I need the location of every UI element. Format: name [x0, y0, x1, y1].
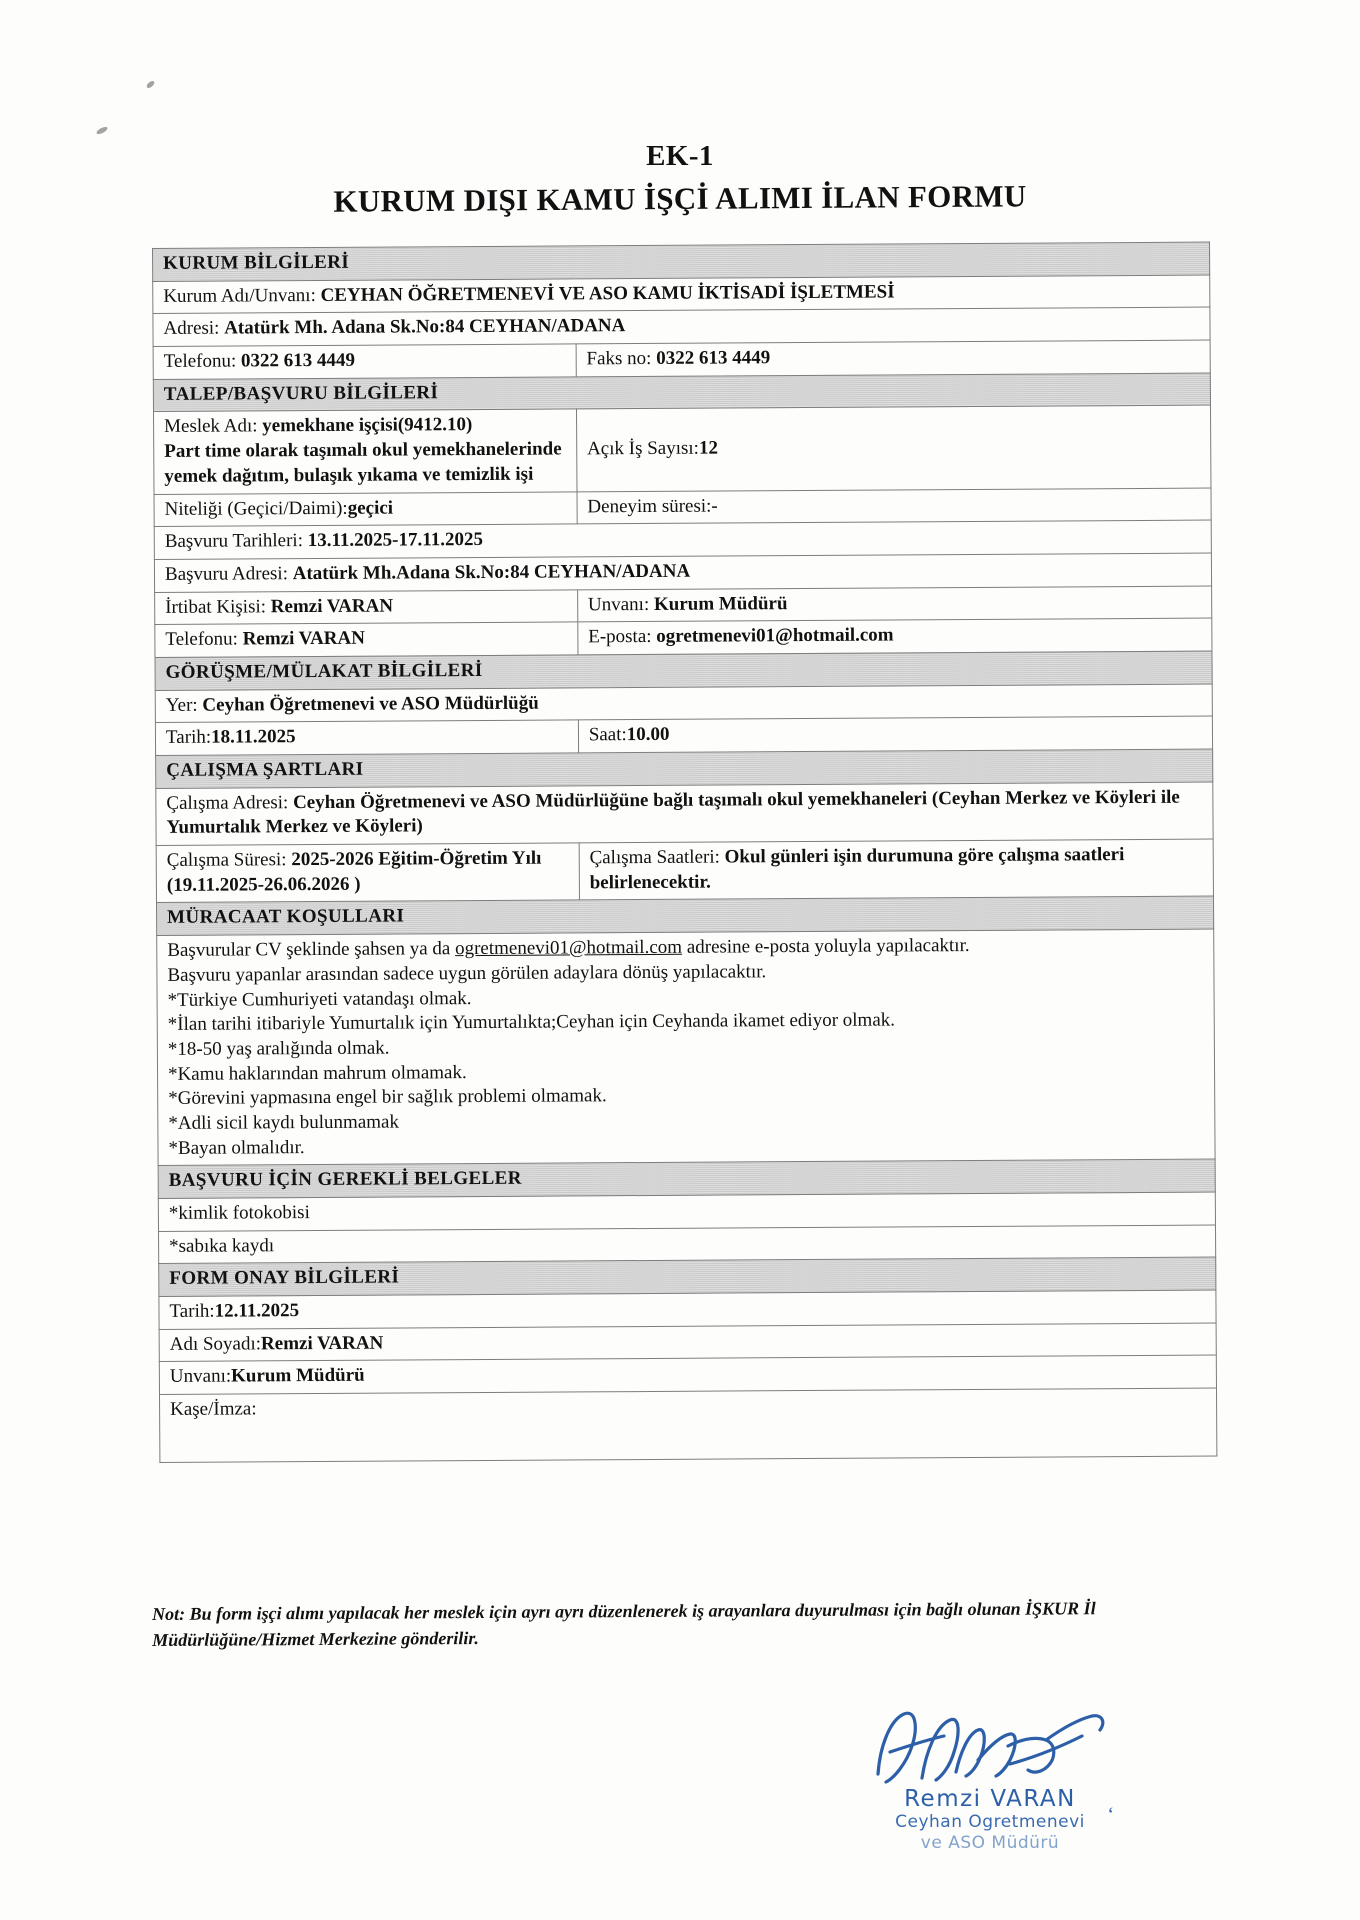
onay-kase-imza-label: Kaşe/İmza:: [170, 1398, 257, 1421]
table-row: [157, 929, 1215, 1166]
list-item: *Türkiye Cumhuriyeti vatandaşı olmak.: [167, 987, 472, 1011]
gorusme-yer-value: Ceyhan Öğretmenevi ve ASO Müdürlüğü: [202, 692, 539, 716]
nitelik-label: Niteliği (Geçici/Daimi):: [164, 497, 348, 520]
list-item: *İlan tarihi itibariyle Yumurtalık için Yumurtalıkta;Ceyhan için Ceyhanda ikamet ediyor olmak.: [167, 1009, 896, 1036]
kurum-telefon-value: 0322 613 4449: [240, 349, 356, 372]
meslek-adi-label: Meslek Adı:: [164, 415, 263, 438]
section-header-talep: TALEP/BAŞVURU BİLGİLERİ: [153, 373, 1210, 412]
gorusme-yer-label: Yer:: [165, 694, 203, 716]
calisma-saatleri-value: Okul günleri işin durumuna göre çalışma saatleri belirlenecektir.: [589, 844, 1125, 894]
meslek-adi-value: yemekhane işçisi(9412.10): [262, 414, 473, 437]
onay-unvan-value: Kurum Müdürü: [231, 1365, 365, 1387]
list-item: *Kamu haklarından mahrum olmamak.: [167, 1061, 467, 1085]
irtibat-eposta-label: E-posta:: [588, 626, 657, 648]
irtibat-telefon-cell: [155, 622, 578, 657]
irtibat-telefon-label: Telefonu:: [165, 628, 243, 651]
onay-kase-imza-cell: [160, 1388, 1217, 1462]
gorusme-tarih-label: Tarih:: [165, 726, 212, 749]
onay-ad-label: Adı Soyadı:: [169, 1333, 262, 1355]
gorusme-saat-value: 10.00: [626, 724, 670, 746]
irtibat-kisisi-cell: [155, 589, 578, 624]
signature-block: [840, 1700, 1140, 1855]
onay-unvan-label: Unvanı:: [169, 1365, 232, 1388]
nitelik-value: geçici: [347, 497, 394, 519]
kurum-faks-label: Faks no:: [586, 347, 657, 370]
gorusme-tarih-cell: [155, 720, 578, 755]
muracaat-email-link[interactable]: ogretmenevi01@hotmail.com: [454, 936, 683, 960]
section-header-muracaat: MÜRACAAT KOŞULLARI: [157, 896, 1214, 935]
irtibat-kisisi-label: İrtibat Kişisi:: [165, 595, 271, 618]
deneyim-cell: [577, 488, 1211, 525]
scan-speck: [96, 125, 109, 135]
belge-item-cell: *sabıka kaydı: [159, 1225, 1216, 1264]
section-header-belgeler: BAŞVURU İÇİN GEREKLİ BELGELER: [158, 1159, 1215, 1198]
kurum-faks-value: 0322 613 4449: [656, 347, 771, 369]
irtibat-unvan-cell: [577, 586, 1211, 623]
meslek-aciklama: Part time olarak taşımalı okul yemekhanelerinde yemek dağıtım, bulaşık yıkama ve temizlik işi: [164, 438, 562, 487]
calisma-suresi-label: Çalışma Süresi:: [166, 849, 292, 871]
form-container: [152, 242, 1217, 1464]
basvuru-adresi-value: Atatürk Mh.Adana Sk.No:84 CEYHAN/ADANA: [292, 560, 691, 585]
section-header-calisma: ÇALIŞMA ŞARTLARI: [156, 749, 1213, 788]
kurum-telefon-label: Telefonu:: [163, 350, 242, 372]
calisma-adresi-value: Ceyhan Öğretmenevi ve ASO Müdürlüğüne bağlı taşımalı okul yemekhaneleri (Ceyhan Merkez ve Köyleri ile Yumurtalık Merkez ve Köyleri): [166, 786, 1180, 839]
form-footnote: Not: Bu form işçi alımı yapılacak her meslek için ayrı ayrı düzenlenerek iş arayanlara duyurulması için bağlı olunan İŞKUR İl Müdürlüğüne/Hizmet Merkezine gönderilir.: [152, 1598, 1096, 1651]
basvuru-tarihleri-label: Başvuru Tarihleri:: [164, 530, 308, 553]
list-item: *Bayan olmalıdır.: [168, 1136, 305, 1159]
muracaat-intro-post: adresine e-posta yoluyla yapılacaktır.: [681, 935, 970, 958]
irtibat-unvan-label: Unvanı:: [587, 593, 655, 615]
irtibat-telefon-value: Remzi VARAN: [242, 627, 366, 650]
signature-title: ve ASO Müdürü: [920, 1833, 1060, 1854]
gorusme-tarih-value: 18.11.2025: [211, 726, 296, 748]
onay-ad-value: Remzi VARAN: [260, 1332, 384, 1355]
muracaat-intro-pre: Başvurular CV şeklinde şahsen ya da: [167, 938, 456, 962]
section-header-kurum: KURUM BİLGİLERİ: [153, 242, 1210, 281]
acik-is-sayisi-label: Açık İş Sayısı:: [586, 437, 699, 460]
section-header-gorusme: GÖRÜŞME/MÜLAKAT BİLGİLERİ: [155, 651, 1212, 690]
irtibat-eposta-cell: [578, 618, 1212, 655]
deneyim-label: Deneyim süresi:: [587, 495, 712, 517]
calisma-suresi-cell: [156, 843, 579, 903]
page-title: KURUM DIŞI KAMU İŞÇİ ALIMI İLAN FORMU: [333, 178, 1027, 219]
kurum-adres-label: Adresi:: [163, 317, 225, 340]
meslek-adi-cell: [154, 409, 577, 494]
kurum-adi-value: CEYHAN ÖĞRETMENEVİ VE ASO KAMU İKTİSADİ İŞLETMESİ: [320, 281, 895, 306]
signature-name: Remzi VARAN: [904, 1786, 1076, 1812]
calisma-saatleri-label: Çalışma Saatleri:: [589, 846, 725, 869]
document-title-block: [0, 140, 1360, 217]
irtibat-eposta-value: ogretmenevi01@hotmail.com: [656, 624, 894, 648]
table-row: [156, 782, 1213, 846]
muracaat-line2: Başvuru yapanlar arasından sadece uygun görülen adaylara dönüş yapılacaktır.: [167, 961, 767, 986]
table-row: [156, 839, 1213, 903]
onay-tarih-value: 12.11.2025: [214, 1300, 300, 1322]
kurum-adres-value: Atatürk Mh. Adana Sk.No:84 CEYHAN/ADANA: [224, 315, 626, 339]
kurum-telefon-cell: [153, 344, 576, 379]
list-item: *Adli sicil kaydı bulunmamak: [168, 1111, 400, 1134]
calisma-adresi-cell: [156, 782, 1213, 846]
calisma-adresi-label: Çalışma Adresi:: [166, 791, 294, 814]
onay-tarih-label: Tarih:: [169, 1300, 215, 1322]
handwritten-signature-icon: [860, 1700, 1120, 1792]
gorusme-saat-cell: [578, 716, 1212, 753]
nitelik-cell: [154, 491, 577, 526]
irtibat-unvan-value: Kurum Müdürü: [653, 592, 788, 615]
ilan-form-table: [152, 242, 1217, 1464]
irtibat-kisisi-value: Remzi VARAN: [270, 595, 394, 617]
signature-institution: Ceyhan Ogretmenevi: [895, 1812, 1085, 1832]
table-row: [154, 405, 1211, 494]
deneyim-value: -: [711, 495, 718, 517]
section-header-onay: FORM ONAY BİLGİLERİ: [159, 1257, 1216, 1296]
signature-mark-icon: ʻ: [1107, 1804, 1114, 1826]
muracaat-kosullari-cell: [157, 929, 1215, 1166]
list-item: *Görevini yapmasına engel bir sağlık problemi olmamak.: [168, 1085, 607, 1110]
kurum-adi-label: Kurum Adı/Unvanı:: [163, 284, 321, 307]
calisma-saatleri-cell: [579, 839, 1214, 900]
kurum-faks-cell: [576, 340, 1210, 377]
acik-is-sayisi-cell: [576, 405, 1211, 491]
table-row: [160, 1388, 1217, 1462]
basvuru-tarihleri-value: 13.11.2025-17.11.2025: [307, 529, 483, 552]
basvuru-adresi-label: Başvuru Adresi:: [164, 563, 293, 585]
scan-speck: [145, 80, 155, 90]
acik-is-sayisi-value: 12: [698, 437, 718, 459]
calisma-suresi-value: 2025-2026 Eğitim-Öğretim Yılı (19.11.2025-26.06.2026 ): [166, 847, 542, 896]
list-item: *18-50 yaş aralığında olmak.: [167, 1037, 390, 1060]
belge-item-cell: *kimlik fotokobisi: [158, 1192, 1215, 1231]
page-title-ek: EK-1: [646, 140, 714, 172]
gorusme-saat-label: Saat:: [588, 724, 627, 746]
